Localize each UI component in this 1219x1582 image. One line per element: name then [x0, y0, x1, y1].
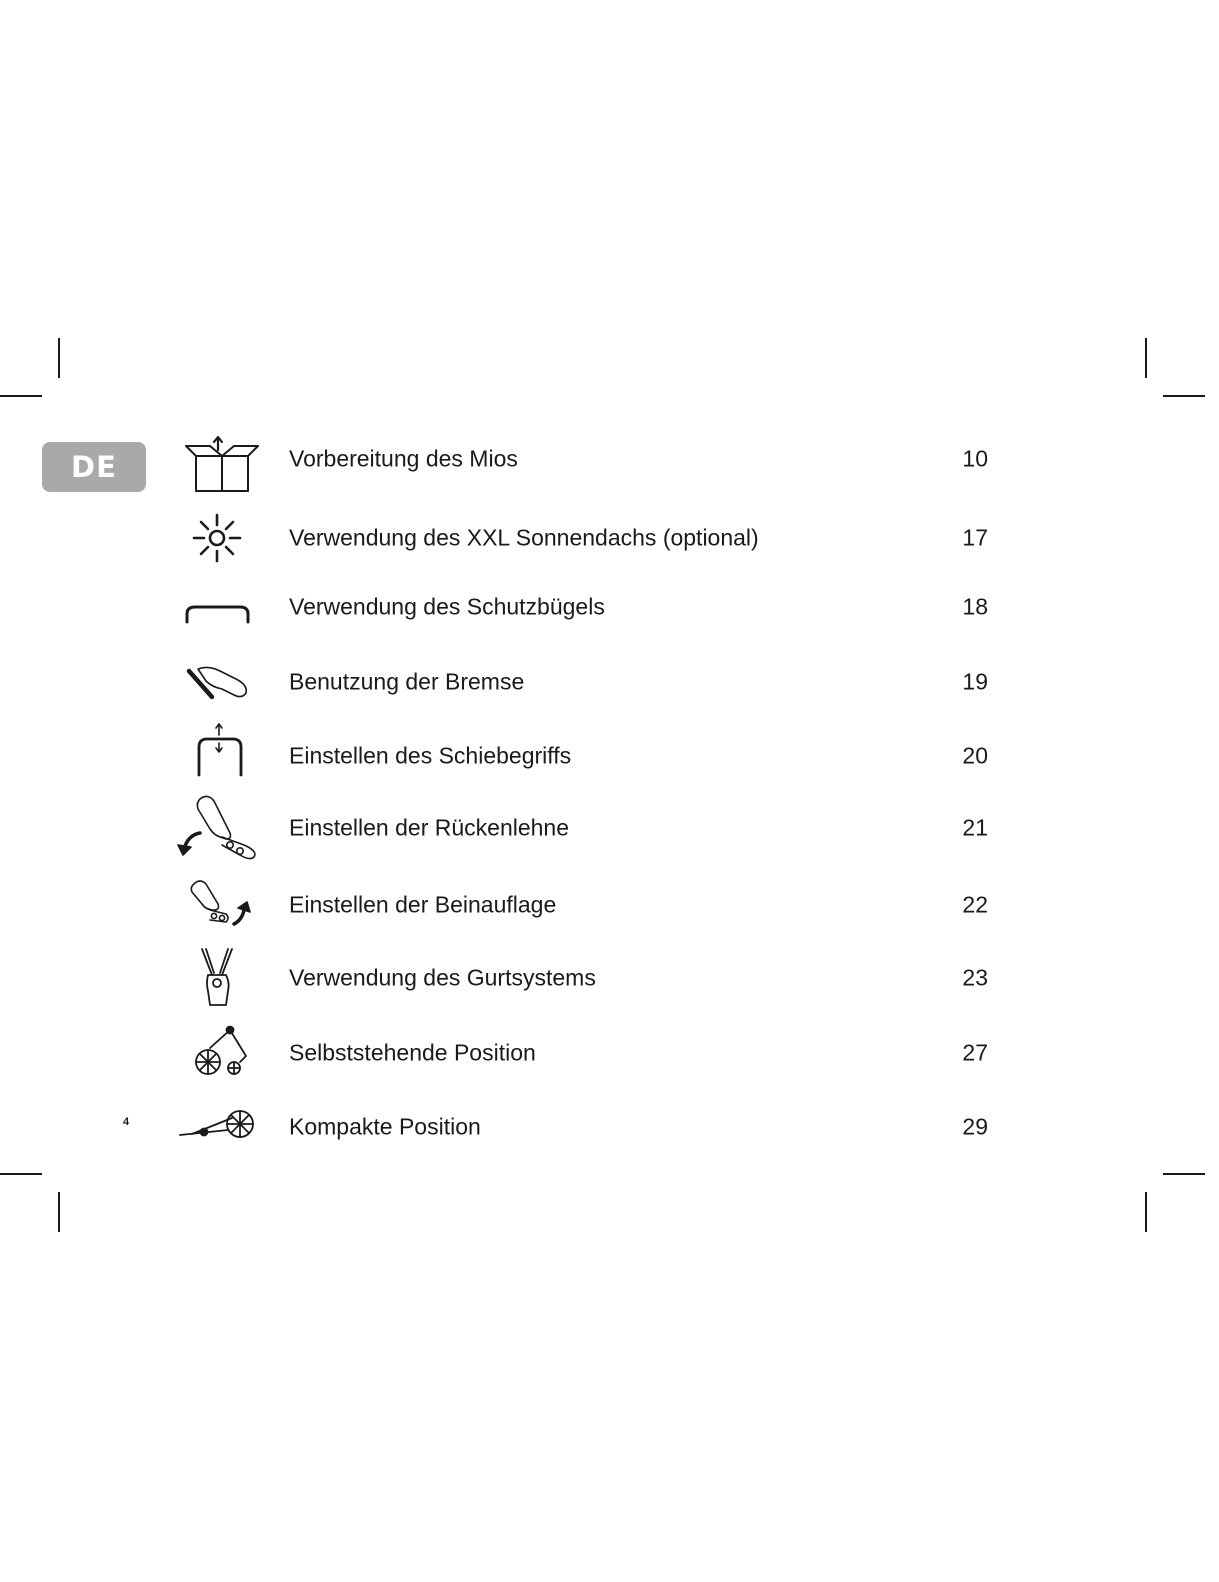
toc-page: 20 [962, 742, 988, 769]
toc-title: Einstellen des Schiebegriffs [289, 742, 572, 769]
toc-page: 18 [962, 593, 988, 620]
toc-page: 27 [962, 1039, 988, 1066]
harness-icon [170, 943, 265, 1013]
sun-icon [170, 503, 265, 573]
compact-fold-icon [170, 1092, 265, 1162]
toc-title: Vorbereitung des Mios [289, 445, 518, 472]
toc-title: Einstellen der Beinauflage [289, 891, 557, 918]
toc-page: 29 [962, 1113, 988, 1140]
toc-page: 19 [962, 668, 988, 695]
toc-title: Verwendung des Gurtsystems [289, 964, 596, 991]
toc-row [170, 870, 1000, 940]
toc-row [170, 572, 1000, 642]
toc-title: Kompakte Position [289, 1113, 481, 1140]
toc-row [170, 424, 1000, 494]
toc-row [170, 1018, 1000, 1088]
toc-page: 22 [962, 891, 988, 918]
box-unpack-icon [170, 424, 265, 494]
self-standing-fold-icon [170, 1018, 265, 1088]
toc-page: 21 [962, 814, 988, 841]
toc-title: Benutzung der Bremse [289, 668, 525, 695]
toc-row [170, 793, 1000, 863]
brake-pedal-icon [170, 647, 265, 717]
backrest-recline-icon [170, 793, 265, 863]
toc-title: Einstellen der Rückenlehne [289, 814, 570, 841]
toc-title: Verwendung des XXL Sonnendachs (optional) [289, 524, 759, 551]
toc-row [170, 1092, 1000, 1162]
toc-page: 10 [962, 445, 988, 472]
toc-row [170, 647, 1000, 717]
page-number: 4 [123, 1116, 130, 1128]
toc-page: 17 [962, 524, 988, 551]
toc-row [170, 721, 1000, 791]
bumper-bar-icon [170, 572, 265, 642]
toc-title: Selbststehende Position [289, 1039, 536, 1066]
legrest-adjust-icon [170, 870, 265, 940]
language-tab: DE [42, 442, 146, 492]
push-handle-adjust-icon [170, 721, 265, 791]
toc-row [170, 943, 1000, 1013]
toc-title: Verwendung des Schutzbügels [289, 593, 605, 620]
toc-row [170, 503, 1000, 573]
toc-page: 23 [962, 964, 988, 991]
